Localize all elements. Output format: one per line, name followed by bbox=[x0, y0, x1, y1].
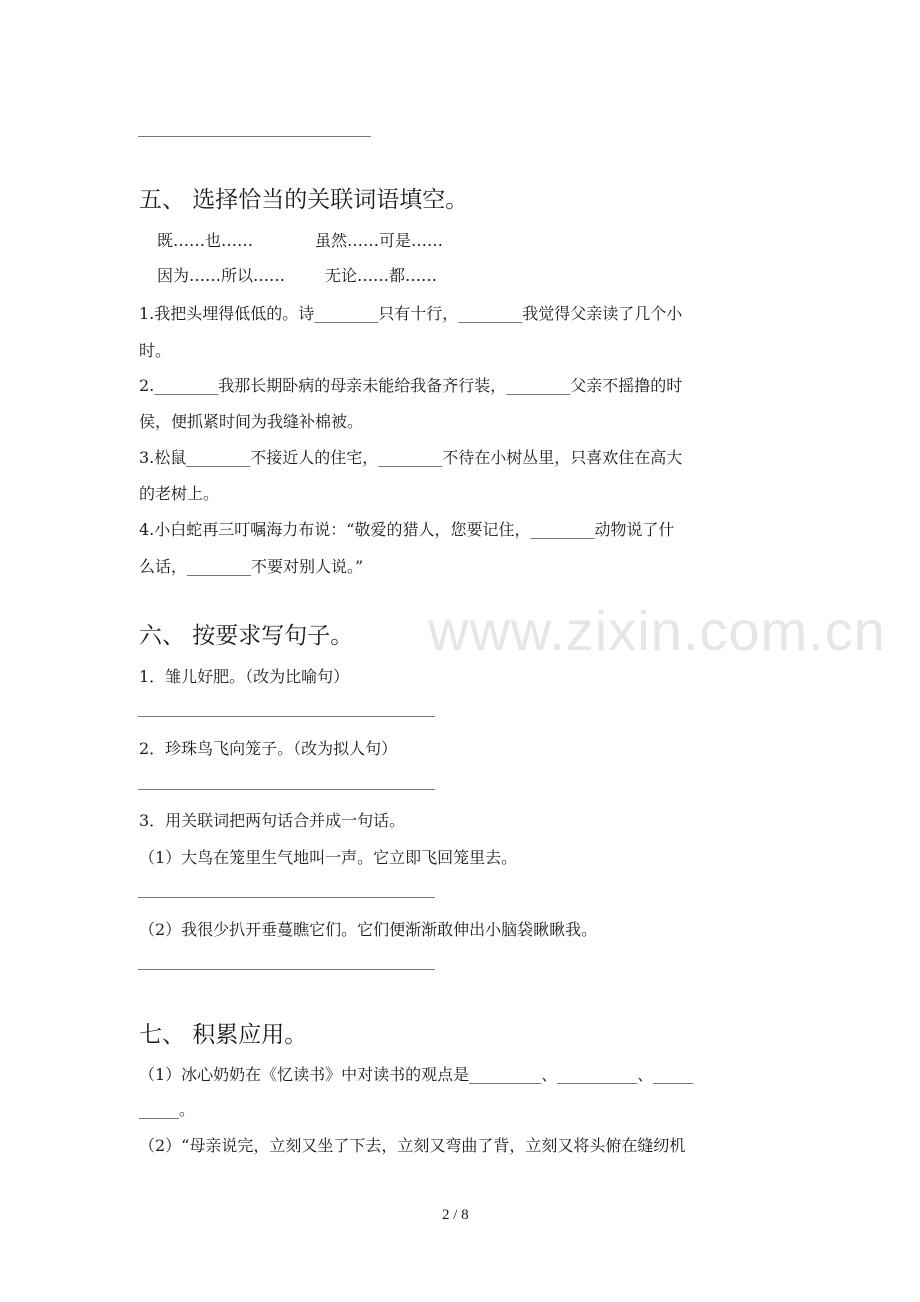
answer-line bbox=[138, 789, 435, 790]
s6-q1: 1．雏儿好肥。（改为比喻句） bbox=[139, 667, 350, 686]
s7-q2-line1: （2）“母亲说完，立刻又坐了下去，立刻又弯曲了背，立刻又将头俯在缝纫机 bbox=[139, 1136, 686, 1155]
option-2: 虽然……可是…… bbox=[315, 231, 444, 250]
watermark: www.zixin.com.cn bbox=[428, 599, 886, 662]
s5-q2-line1: 2.________我那长期卧病的母亲未能给我备齐行装，________父亲不摇撸的时 bbox=[139, 376, 683, 395]
answer-line bbox=[138, 969, 435, 970]
section-5-title: 五、 选择恰当的关联词语填空。 bbox=[139, 187, 469, 213]
s5-q1-line1: 1.我把头埋得低低的。诗________只有十行，________我觉得父亲读了几个小 bbox=[139, 304, 683, 323]
s5-q4-line2: 么话，________不要对别人说。” bbox=[139, 557, 364, 576]
option-4: 无论……都…… bbox=[325, 266, 438, 285]
answer-line-top bbox=[138, 136, 371, 137]
option-1: 既……也…… bbox=[157, 231, 254, 250]
s6-q3: 3．用关联词把两句话合并成一句话。 bbox=[139, 811, 406, 830]
s7-q1-line2: _____。 bbox=[139, 1100, 196, 1119]
s5-q4-line1: 4.小白蛇再三叮嘱海力布说：“敬爱的猎人，您要记住，________动物说了什 bbox=[139, 520, 675, 539]
s5-q1-line2: 时。 bbox=[139, 341, 172, 360]
section-6-title: 六、 按要求写句子。 bbox=[139, 623, 354, 649]
s7-q1-line1: （1）冰心奶奶在《忆读书》中对读书的观点是_________、__________、_____ bbox=[139, 1065, 694, 1084]
section-7-title: 七、 积累应用。 bbox=[139, 1022, 308, 1048]
s6-q3-2: （2）我很少扒开垂蔓瞧它们。它们便渐渐敢伸出小脑袋瞅瞅我。 bbox=[139, 920, 598, 939]
s6-q3-1: （1）大鸟在笼里生气地叫一声。它立即飞回笼里去。 bbox=[139, 848, 518, 867]
s5-q2-line2: 侯，便抓紧时间为我缝补棉被。 bbox=[139, 412, 364, 431]
answer-line bbox=[138, 716, 435, 717]
s6-q2: 2．珍珠鸟飞向笼子。（改为拟人句） bbox=[139, 739, 398, 758]
answer-line bbox=[138, 897, 435, 898]
s5-q3-line1: 3.松鼠________不接近人的住宅，________不待在小树丛里，只喜欢住在高大 bbox=[139, 448, 683, 467]
page-number: 2 / 8 bbox=[442, 1207, 469, 1223]
s5-q3-line2: 的老树上。 bbox=[139, 484, 220, 503]
option-3: 因为……所以…… bbox=[157, 266, 286, 285]
